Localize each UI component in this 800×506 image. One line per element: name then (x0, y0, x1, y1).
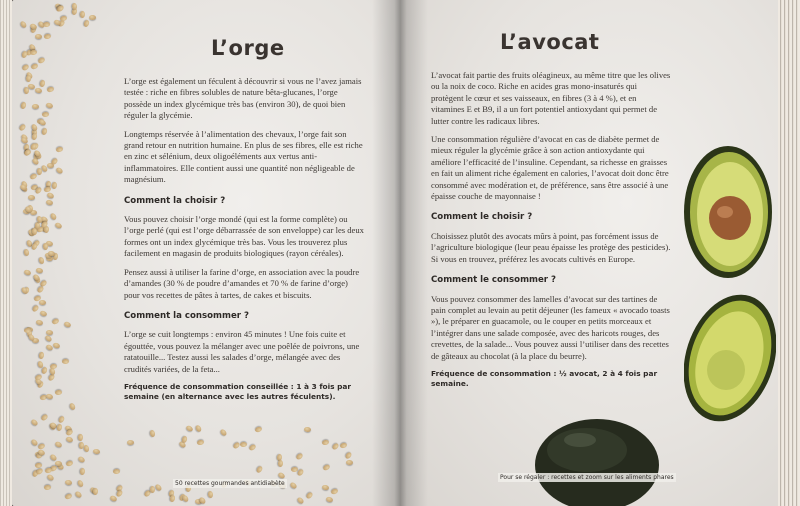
barley-grain (196, 439, 204, 445)
barley-grain (32, 304, 40, 313)
barley-grain (256, 465, 264, 474)
barley-grain (38, 118, 47, 126)
barley-grain (35, 33, 42, 38)
barley-grain (248, 444, 257, 452)
barley-grain (34, 88, 42, 94)
barley-grain (44, 334, 53, 342)
barley-grain (40, 310, 48, 317)
barley-grain (68, 402, 76, 410)
right-page (400, 0, 778, 506)
intro-paragraph: L’avocat fait partie des fruits oléagineux, au même titre que les olives ou la noix de coco. Riche en acides gras mono-insaturés qui protègent le cœur et ses vaisseaux, en fibres (3 à 4 %), et en vitamines E et B9, il a un fort potentiel antioxydant qui permet de lutter contre les radicaux libres. (431, 70, 671, 126)
choose-paragraph: Pensez aussi à utiliser la farine d’orge, en association avec la poudre d’amandes (30 % de poudre d’amandes et 70 % de farine d’orge) pour vos recettes de pâtes à tartes, de cakes et biscuits. (124, 266, 360, 300)
barley-grain (322, 464, 331, 472)
left-page (12, 0, 400, 506)
barley-grain (78, 434, 83, 441)
intro-paragraph: Longtemps réservée à l’alimentation des chevaux, l’orge fait son grand retour en nutrition humaine. En plus de ses fibres, elle est riche en zinc et sélénium, deux oligoéléments aux vertus anti-inflammatoires. Elle contient aussi une quantité non négligeable de magnésium. (124, 128, 363, 185)
frequency-note: Fréquence de consommation conseillée : 1 à 3 fois par semaine (en alternance avec les autres féculents). (124, 381, 352, 402)
barley-grain (345, 451, 353, 460)
barley-grain (31, 228, 37, 235)
barley-grain (38, 256, 45, 264)
barley-grain (46, 86, 54, 93)
barley-grain (340, 442, 348, 449)
barley-grain (92, 448, 100, 454)
barley-grain (23, 87, 28, 94)
barley-grain (83, 20, 90, 28)
barley-grain (65, 480, 73, 486)
barley-grain (92, 488, 97, 495)
barley-grain (254, 426, 262, 433)
barley-grain (61, 359, 68, 364)
barley-grain (326, 496, 334, 503)
barley-grain (24, 249, 30, 257)
barley-grain (289, 481, 298, 489)
barley-grain (21, 51, 28, 59)
barley-grain (34, 373, 42, 380)
barley-grain (41, 128, 48, 136)
barley-grain (30, 63, 38, 70)
barley-grain (77, 456, 86, 464)
consume-paragraph: Vous pouvez consommer des lamelles d’avocat sur des tartines de pain complet au levain au petit déjeuner (les fameux « avocado toasts »), le préparer en guacamole, ou le couper en petits morceaux et l’intégrer dans une salade composée, avec des haricots rouges, des crevettes, de la salade... Vous pouvez aussi l’utiliser dans des recettes de gâteaux au chocolat (à la place du beurre). (431, 293, 670, 361)
barley-grain (24, 328, 31, 333)
barley-grain (39, 300, 46, 305)
barley-grain (220, 428, 228, 437)
barley-grain (35, 467, 44, 475)
barley-grain (32, 133, 39, 141)
barley-grain (37, 57, 46, 65)
barley-grain (37, 168, 42, 175)
barley-grain (331, 488, 339, 495)
barley-grain (54, 440, 63, 448)
barley-grain (35, 320, 43, 327)
barley-grain (22, 63, 31, 71)
barley-grain (304, 427, 311, 433)
barley-grain (79, 11, 84, 18)
barley-grain (50, 364, 58, 370)
barley-grain (80, 467, 86, 474)
barley-grain (47, 192, 56, 200)
consume-heading: Comment le consommer ? (431, 275, 557, 286)
avocado-half-icon (684, 290, 776, 431)
barley-grain (19, 20, 27, 29)
barley-grain (51, 182, 57, 190)
whole-avocado-icon (532, 405, 662, 506)
barley-grain (169, 495, 176, 503)
barley-grain (32, 103, 39, 108)
barley-grain (295, 452, 304, 460)
right-page-body (431, 70, 671, 397)
choose-heading: Comment le choisir ? (431, 212, 533, 223)
barley-grain (55, 146, 63, 153)
barley-grain (113, 469, 120, 474)
barley-grain (44, 485, 51, 491)
barley-grain (63, 320, 71, 327)
intro-paragraph: Une consommation régulière d’avocat en cas de diabète permet de mieux réguler la glycémie grâce à son action antioxydante qui améliore l’efficacité de l’insuline. Cependant, sa richesse en graisses en fait un aliment riche également en calories, l’avocat doit donc être consommé avec modération et, de préférence, sans être associé à une épaisse couche de mayonnaise ! (431, 134, 669, 202)
choose-heading: Comment la choisir ? (124, 195, 226, 206)
barley-grain (43, 22, 50, 27)
barley-grain (278, 460, 283, 467)
barley-grain (127, 440, 134, 445)
barley-grain (42, 112, 50, 118)
barley-grain (58, 415, 66, 424)
barley-grain (195, 424, 203, 433)
frequency-note: Fréquence de consommation : ½ avocat, 2 à 4 fois par semaine. (431, 368, 658, 389)
barley-grain (65, 460, 73, 467)
barley-grain (89, 15, 96, 20)
barley-grain (74, 490, 83, 498)
barley-grain (20, 102, 27, 110)
consume-paragraph: L’orge se cuit longtemps : environ 45 minutes ! Une fois cuite et égouttée, vous pouvez la mélanger avec une poêlée de poivrons, une ratatouille... Testez aussi les salades d’orge, mélangée avec des crudités variées, de la feta... (124, 329, 360, 374)
barley-grain (64, 493, 72, 500)
barley-grain (38, 352, 44, 360)
barley-grain (278, 471, 287, 479)
barley-grain (35, 267, 43, 274)
barley-grain (18, 123, 26, 132)
barley-grain (208, 490, 214, 498)
barley-grain (346, 459, 353, 464)
barley-grain (55, 166, 64, 174)
barley-grain (186, 424, 195, 432)
barley-grain (44, 33, 52, 39)
right-page-edges (778, 0, 800, 506)
barley-grain (29, 49, 37, 55)
barley-grain (24, 269, 32, 276)
left-page-edges (0, 0, 12, 506)
barley-grain (54, 222, 63, 230)
barley-grain (45, 199, 53, 206)
barley-grain (66, 436, 74, 443)
barley-grain (331, 442, 339, 450)
left-page-title: L’orge (211, 36, 285, 60)
barley-grain (181, 435, 188, 443)
barley-grain (49, 212, 57, 221)
barley-grain (30, 418, 39, 426)
barley-grain (26, 75, 31, 82)
choose-paragraph: Vous pouvez choisir l’orge mondé (qui est la forme complète) ou l’orge perlé (qui est l’orge débarrassée de son enveloppe) car les deux formes ont un index glycémique très bas. Vous les trouverez plus facilement en magasin de produits biologiques (rayon céréales). (124, 214, 364, 259)
barley-grain (150, 486, 155, 493)
barley-grain (40, 413, 49, 421)
barley-grain (39, 80, 46, 88)
barley-grain (46, 473, 55, 481)
barley-grain (305, 491, 313, 499)
barley-grain (240, 442, 247, 447)
left-page-footer: 50 recettes gourmandes antidiabète (175, 480, 285, 487)
barley-grain (52, 342, 60, 349)
barley-grain (154, 483, 162, 492)
barley-grain (45, 102, 53, 109)
barley-grain (297, 496, 306, 504)
right-page-footer: Pour se régaler : recettes et zoom sur les aliments phares (500, 474, 674, 481)
barley-grain (322, 484, 330, 490)
barley-grain (28, 195, 35, 200)
barley-grain (51, 318, 59, 325)
barley-grain (83, 444, 90, 452)
barley-grain (29, 173, 38, 181)
barley-grain (149, 430, 156, 438)
barley-grain (50, 157, 58, 166)
barley-grain (46, 393, 54, 400)
barley-grain (43, 242, 48, 249)
barley-grain (56, 424, 62, 432)
avocado-half-with-pit-icon (682, 140, 774, 285)
choose-paragraph: Choisissez plutôt des avocats mûrs à point, pas forcément issus de l’agriculture biologique (leur peau épaisse les protège des pesticides). Si vous en trouvez, préférez les avocats cultivés en Europe. (431, 230, 671, 264)
barley-grain (76, 480, 84, 489)
barley-grain (54, 389, 62, 395)
barley-grain (322, 439, 330, 445)
intro-paragraph: L’orge est également un féculent à découvrir si vous ne l’avez jamais testée : riche en fibres solubles de nature bêta-glucanes, l’orge possède un index glycémique très bas (environ 30), de quoi bien réguler la glycémie. (124, 76, 362, 121)
right-page-title: L’avocat (500, 30, 600, 54)
consume-heading: Comment la consommer ? (124, 310, 249, 321)
barley-grain (31, 242, 38, 250)
barley-grain (181, 494, 189, 503)
left-page-body (124, 76, 364, 410)
